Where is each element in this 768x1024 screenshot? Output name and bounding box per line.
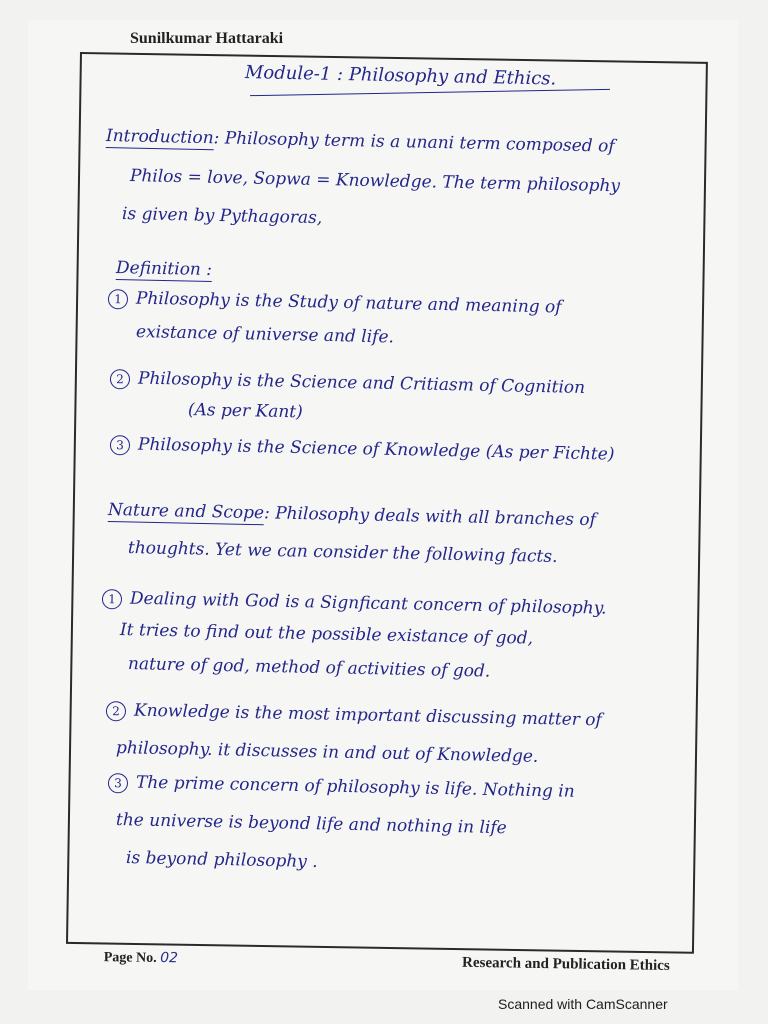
number-circle: 2 <box>106 701 126 721</box>
scope-line: philosophy. it discusses in and out of Knowledge. <box>115 738 539 767</box>
definition-line: (As per Kant) <box>187 400 303 423</box>
module-title: Module-1 : Philosophy and Ethics. <box>244 62 557 90</box>
scope-point: 2 Knowledge is the most important discussing matter of <box>106 700 602 731</box>
number-circle: 1 <box>108 289 128 309</box>
scope-line: It tries to find out the possible existance of god, <box>119 620 534 649</box>
journal-title: Research and Publication Ethics <box>461 954 670 974</box>
definition-item: 1 Philosophy is the Study of nature and meaning of <box>108 288 562 318</box>
scope-point: 3 The prime concern of philosophy is life. Nothing in <box>108 772 575 802</box>
nature-heading: Nature and Scope <box>107 500 265 524</box>
scope-line: nature of god, method of activities of god. <box>127 654 491 682</box>
intro-line: is given by Pythagoras, <box>121 204 323 229</box>
scope-point: 1 Dealing with God is a Signficant concern of philosophy. <box>102 588 607 619</box>
definition-heading: Definition : <box>115 258 213 281</box>
scope-line: is beyond philosophy . <box>125 848 318 873</box>
nature-line: thoughts. Yet we can consider the following facts. <box>127 538 558 567</box>
introduction-heading: Introduction <box>105 126 214 149</box>
intro-line: Philos = love, Sopwa = Knowledge. The term philosophy <box>129 166 621 197</box>
camscanner-watermark: Scanned with CamScanner <box>498 996 668 1012</box>
definition-item: 2 Philosophy is the Science and Critiasm of Cognition <box>110 368 586 398</box>
number-circle: 1 <box>102 589 122 609</box>
definition-line: existance of universe and life. <box>135 322 395 348</box>
number-circle: 3 <box>108 773 128 793</box>
intro-line: : Philosophy term is a unani term composed of <box>213 128 615 157</box>
number-circle: 3 <box>110 435 130 455</box>
page-number: Page No. 02 <box>103 949 179 967</box>
scope-line: the universe is beyond life and nothing in life <box>115 810 507 839</box>
author-name: Sunilkumar Hattaraki <box>130 30 284 47</box>
number-circle: 2 <box>110 369 130 389</box>
definition-item: 3 Philosophy is the Science of Knowledge (As per Fichte) <box>110 434 615 465</box>
nature-line: : Philosophy deals with all branches of <box>263 503 597 531</box>
